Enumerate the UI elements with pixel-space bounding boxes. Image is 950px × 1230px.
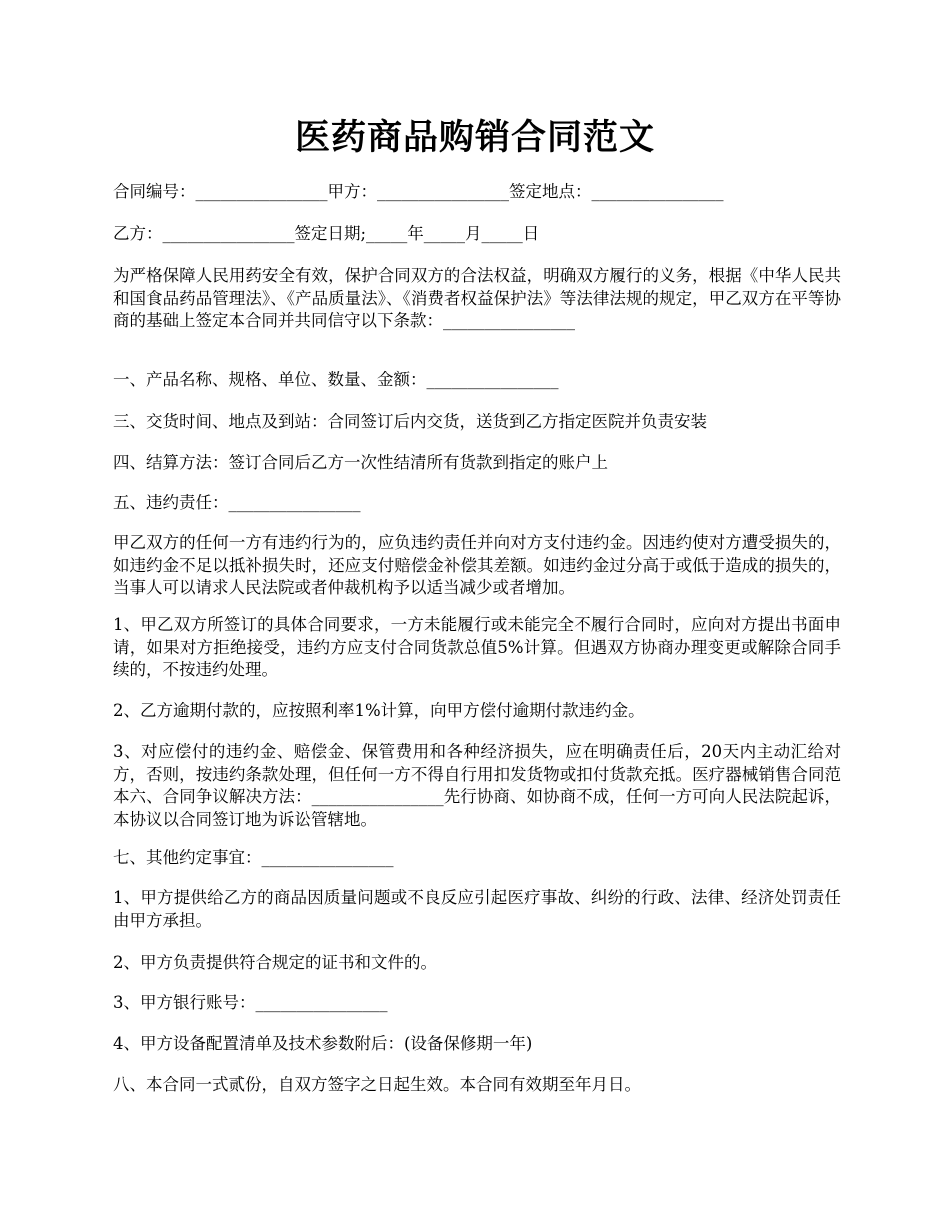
liability-paragraph: 甲乙双方的任何一方有违约行为的，应负违约责任并向对方支付违约金。因违约使对方遭受损失的，如违约金不足以抵补损失时，还应支付赔偿金补偿其差额。如违约金过分高于或低于造成的损失的，当事人可以请求人民法院或者仲裁机构予以适当减少或者增加。	[113, 533, 841, 597]
clause-other-matters: 七、其他约定事宜：________________	[113, 848, 394, 867]
clause-effectiveness: 八、本合同一式贰份，自双方签字之日起生效。本合同有效期至年月日。	[113, 1075, 641, 1094]
other-item-2: 2、甲方负责提供符合规定的证书和文件的。	[113, 953, 437, 972]
contract-header-line-1: 合同编号：________________甲方：________________签定地点：________________	[113, 182, 724, 201]
contract-header-line-2: 乙方：________________签定日期;_____年_____月_____日	[113, 224, 540, 243]
clause-settlement: 四、结算方法：签订合同后乙方一次性结清所有货款到指定的账户上	[113, 453, 608, 472]
other-item-3: 3、甲方银行账号：________________	[113, 993, 388, 1012]
clause-liability: 五、违约责任：________________	[113, 493, 361, 512]
preamble-paragraph: 为严格保障人民用药安全有效，保护合同双方的合法权益，明确双方履行的义务，根据《中华人民共和国食品药品管理法》、《产品质量法》、《消费者权益保护法》等法律法规的规定，甲乙双方在平等协商的基础上签定本合同并共同信守以下条款：________________	[113, 266, 841, 330]
liability-item-1: 1、甲乙双方所签订的具体合同要求，一方未能履行或未能完全不履行合同时，应向对方提出书面申请，如果对方拒绝接受，违约方应支付合同货款总值5%计算。但遇双方协商办理变更或解除合同手续的，不按违约处理。	[113, 615, 841, 679]
clause-delivery: 三、交货时间、地点及到站：合同签订后内交货，送货到乙方指定医院并负责安装	[113, 412, 707, 431]
liability-item-3: 3、对应偿付的违约金、赔偿金、保管费用和各种经济损失，应在明确责任后，20天内主动汇给对方，否则，按违约条款处理，但任何一方不得自行用扣发货物或扣付货款充抵。医疗器械销售合同范本六、合同争议解决方法：________________先行协商、如协商不成，任何一方可向人民法院起诉，本协议以合同签订地为诉讼管辖地。	[113, 742, 841, 829]
clause-product-info: 一、产品名称、规格、单位、数量、金额：________________	[113, 370, 559, 389]
other-item-1: 1、甲方提供给乙方的商品因质量问题或不良反应引起医疗事故、纠纷的行政、法律、经济处罚责任由甲方承担。	[113, 888, 841, 930]
liability-item-2: 2、乙方逾期付款的，应按照利率1%计算，向甲方偿付逾期付款违约金。	[113, 701, 645, 720]
other-item-4: 4、甲方设备配置清单及技术参数附后：(设备保修期一年)	[113, 1034, 533, 1053]
document-title: 医药商品购销合同范文	[294, 117, 655, 158]
